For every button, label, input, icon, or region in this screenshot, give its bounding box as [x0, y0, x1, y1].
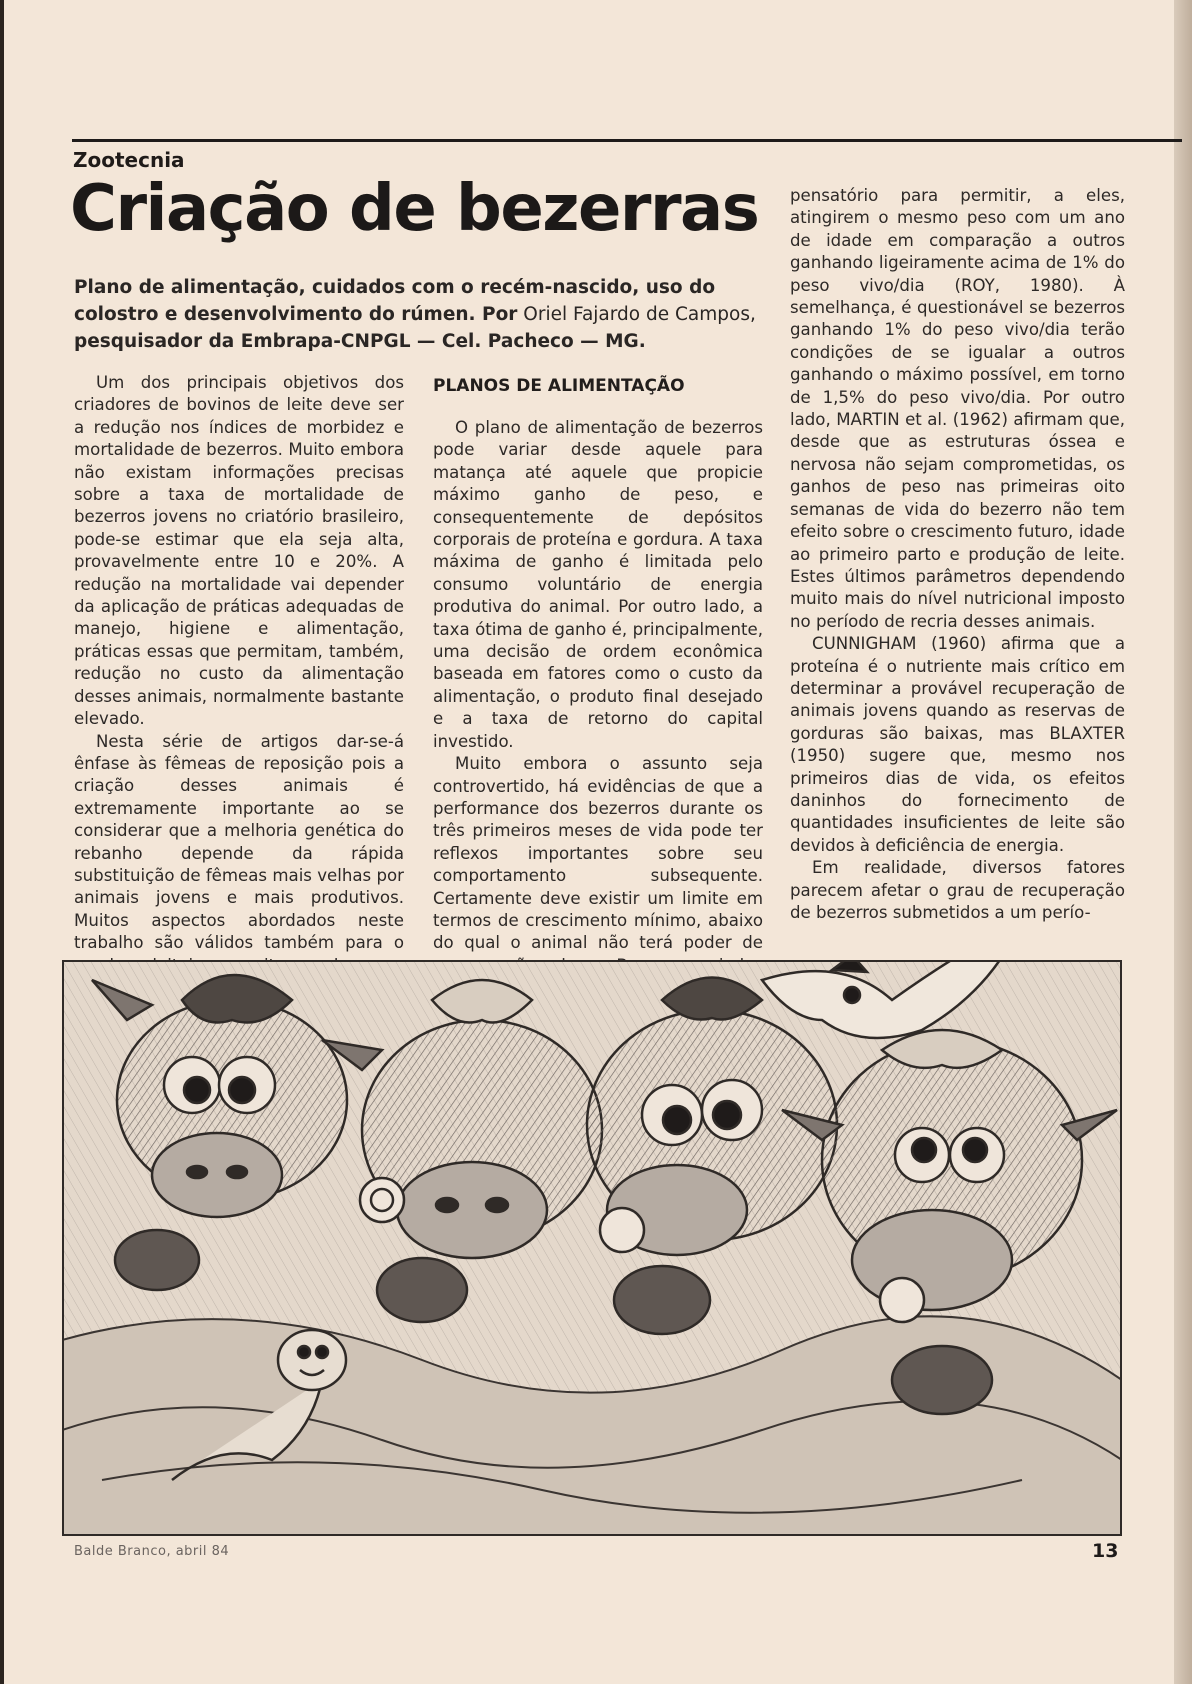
text-column-1 [74, 372, 404, 1044]
publication-footer: Balde Branco, abril 84 [74, 1544, 230, 1559]
text-column-2 [433, 375, 763, 1022]
paragraph: Em realidade, diversos fatores parecem afetar o grau de recuperação de bezerros submetidos a um perío- [790, 858, 1125, 922]
section-heading: PLANOS DE ALIMENTAÇÃO [433, 376, 685, 396]
subtitle-summary: Plano de alimentação, cuidados com o recém-nascido, uso do colostro e desenvolvimento do rúmen. Por [74, 277, 716, 325]
page-binding-edge [0, 0, 4, 1684]
paragraph: O plano de alimentação de bezerros pode variar desde aquele para matança até aquele que propicie máximo ganho de peso, e consequentemente de depósitos corporais de proteína e gordura. A taxa máxima de ganho é limitada pelo consumo voluntário de energia produtiva do animal. Por outro lado, a taxa ótima de ganho é, principalmente, uma decisão de ordem econômica baseada em fatores como o custo da alimentação, o produto final desejado e a taxa de retorno do capital investido. [433, 418, 763, 751]
page-number: 13 [1092, 1540, 1119, 1562]
article-title: Criação de bezerras [70, 172, 759, 246]
author-name: Oriel Fajardo de Campos, [517, 304, 756, 325]
paragraph: Um dos principais objetivos dos criadores de bovinos de leite deve ser a redução nos índices de morbidez e mortalidade de bezerros. Muito embora não existam informações precisas sobre a taxa de mortalidade de bezerros jovens no criatório brasileiro, pode-se estimar que ela seja alta, provavelmente entre 10 e 20%. A redução na mortalidade vai depender da aplicação de práticas adequadas de manejo, higiene e alimentação, práticas essas que permitam, também, redução no custo da alimentação desses animais, normalmente bastante elevado. [74, 373, 404, 729]
calves-illustration [62, 960, 1122, 1536]
article-subtitle [74, 274, 774, 355]
paragraph: Nesta série de artigos dar-se-á ênfase às fêmeas de reposição pois a criação desses animais é extremamente importante ao se considerar que a melhoria genética do rebanho depende da rápida substituição de fêmeas mais velhas por animais jovens e mais produtivos. Muitos aspectos abordados neste trabalho são válidos também para o [74, 731, 404, 953]
paragraph: Muito embora o assunto seja controvertido, há evidências de que a performance dos bezerros durante os três primeiros meses de vida pode ter reflexos importantes sobre seu comportamento subsequente. Certamente deve existir um limite em termos de crescimento mínimo, abaixo do qual o animal não terá poder de [433, 754, 763, 953]
paragraph: CUNNIGHAM (1960) afirma que a proteína é o nutriente mais crítico em determinar a provável recuperação de animais jovens quando as reservas de gorduras são baixas, mas BLAXTER (1950) sugere que, mesmo nos primeiros dias de vida, os efeitos daninhos do fornecimento de quantidades insuficientes de leite são devidos à deficiência de energia. [790, 634, 1125, 855]
header-rule [72, 139, 1182, 142]
paragraph: pensatório para permitir, a eles, atingirem o mesmo peso com um ano de idade em comparação a outros ganhando ligeiramente acima de 1% do peso vivo/dia (ROY, 1980). À semelhança, é questionável se bezerros ganhando 1% do peso vivo/dia terão condições de se igualar a outros ganhando o máximo possível, em torno de 1,5% do peso vivo/dia. Por outro lado, MARTIN et al. (1962) afirmam que, desde que as estruturas óssea e nervosa não sejam comprometidas, os ganhos de peso nas primeiras oito semanas de vida do bezerro não tem efeito sobre o crescimento futuro, idade ao primeiro parto e produção de leite. Estes últimos parâmetros dependendo muito mais do nível nutricional imposto no período de recria desses animais. [790, 186, 1125, 631]
section-label: Zootecnia [73, 148, 185, 172]
page-right-edge [1174, 0, 1192, 1684]
author-affiliation: pesquisador da Embrapa-CNPGL — Cel. Pacheco — MG. [74, 331, 646, 352]
text-column-3 [790, 185, 1125, 924]
